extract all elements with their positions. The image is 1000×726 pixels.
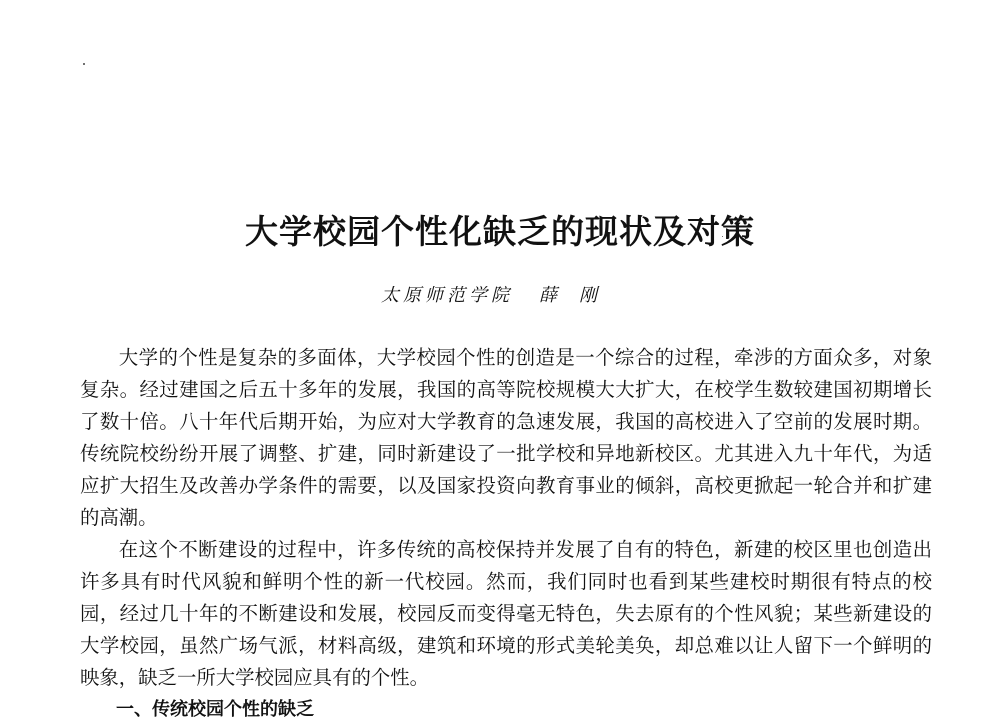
article-byline bbox=[0, 283, 1000, 309]
body-paragraph-1: 大学的个性是复杂的多面体，大学校园个性的创造是一个综合的过程，牵涉的方面众多，对象复杂。经过建国之后五十多年的发展，我国的高等院校规模大大扩大，在校学生数较建国初期增长了数十倍。八十年代后期开始，为应对大学教育的急速发展，我国的高校进入了空前的发展时期。传统院校纷纷开展了调整、扩建，同时新建设了一批学校和异地新校区。尤其进入九十年代，为适应扩大招生及改善办学条件的需要，以及国家投资向教育事业的倾斜，高校更掀起一轮合并和扩建的高潮。 bbox=[80, 346, 932, 529]
scan-speck bbox=[83, 63, 85, 65]
body-paragraph-2: 在这个不断建设的过程中，许多传统的高校保持并发展了自有的特色，新建的校区里也创造出许多具有时代风貌和鲜明个性的新一代校园。然而，我们同时也看到某些建校时期很有特点的校园，经过几十年的不断建设和发展，校园反而变得毫无特色，失去原有的个性风貌；某些新建设的大学校园，虽然广场气派，材料高级，建筑和环境的形式美轮美奂，却总难以让人留下一个鲜明的映象，缺乏一所大学校园应具有的个性。 bbox=[80, 538, 932, 689]
author-affiliation: 太原师范学院 bbox=[381, 285, 513, 306]
section-heading: 一、传统校园个性的缺乏 bbox=[116, 699, 314, 720]
article-title: 大学校园个性化缺乏的现状及对策 bbox=[245, 212, 755, 252]
article-body bbox=[80, 342, 932, 726]
author-name: 薛刚 bbox=[539, 285, 619, 306]
